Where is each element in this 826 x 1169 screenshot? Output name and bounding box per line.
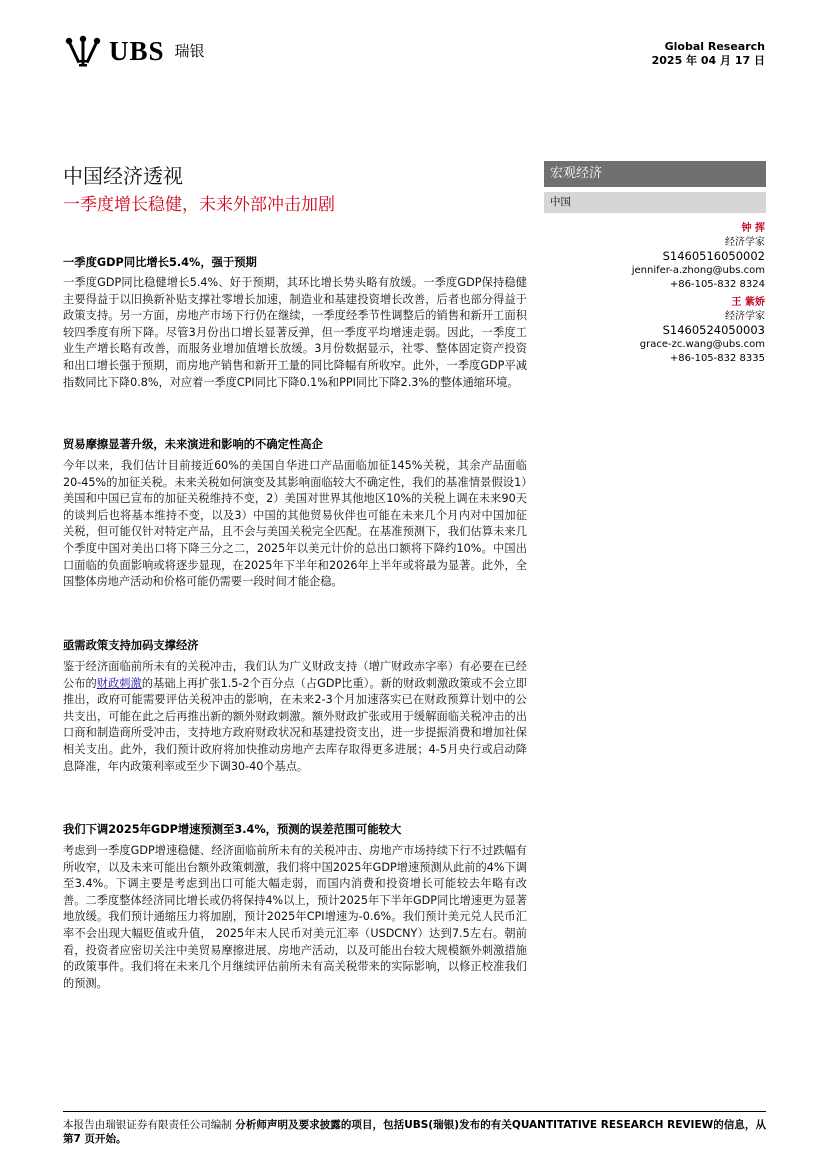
brand-name: UBS <box>109 36 165 66</box>
section-text: 今年以来，我们估计目前接近60%的美国自华进口产品面临加征145%关税，其余产品面临20-45%的加征关税。未来关税如何演变及其影响面临较大不确定性，我们的基准情景假设1）美国和中国已宣布的加征关税维持不变，2）美国对世界其他地区10%的关税上调在未来90天的谈判后也将基本维持不变，以及3）中国的其他贸易伙伴也可能在未来几个月内对中国加征关税，但可能仅针对特定产品，且不会与美国关税完全匹配。在基准预测下，我们估算未来几个季度中国对美出口将下降三分之二，2025年以美元计价的总出口额将下降约10%。中国出口面临的负面影响或将逐步显现，在2025年下半年和2026年上半年或将最为显著。此外，全国整体房地产活动和价格可能仍需要一段时间才能企稳。 <box>63 459 527 589</box>
region-badge: 中国 <box>544 192 766 213</box>
section-text-part: 鉴于经济面临前所未有的关税冲击，我们认为广义财政支持（增广财政赤字率）有必要在已经公布的 <box>63 660 527 690</box>
series-label: Global Research <box>664 40 765 53</box>
report-title: 中国经济透视 <box>63 164 183 188</box>
section-text-part: 的基础上再扩张1.5-2个百分点（占GDP比重）。新的财政刺激政策或不会立即推出，政府可能需要评估关税冲击的影响，在未来2-3个月加速落实已在财政预算计划中的公共支出，可能在此之后再推出新的额外财政刺激。额外财政扩张或用于缓解面临关税冲击的出口商和制造商所受冲击，支持地方政府财政状况和基建投资支出，进一步提振消费和增加社保相关支出。此外，我们预计政府将加快推动房地产去库存取得更多进展；4-5月央行或启动降息降准，年内政策利率或至少下调30-40个基点。 <box>63 676 527 773</box>
report-meta <box>652 40 765 68</box>
analyst-card <box>640 296 765 365</box>
analyst-phone: +86-105-832 8324 <box>669 278 765 290</box>
section-forecast <box>63 822 527 992</box>
section-text: 考虑到一季度GDP增速稳健、经济面临前所未有的关税冲击、房地产市场持续下行不过跌幅有所收窄，以及未来可能出台额外政策刺激，我们将中国2025年GDP增速预测从此前的4%下调至3.4%。下调主要是考虑到出口可能大幅走弱，而国内消费和投资增长可能较去年略有改善。二季度整体经济同比增长或仍将保持4%以上，预计2025年下半年GDP同比增速更为显著地放缓。我们预计通缩压力将加剧，预计2025年CPI增速为-0.6%。我们预计美元兑人民币汇率不会出现大幅贬值或升值， 2025年末人民币对美元汇率（USDCNY）达到7.5左右。朝前看，投资者应密切关注中美贸易摩擦进展、房地产活动，以及可能出台较大规模额外刺激措施的政策事件。我们将在未来几个月继续评估前所未有高关税带来的实际影响，以修正校准我们的预测。 <box>63 844 527 990</box>
report-date: 2025 年 04 月 17 日 <box>651 54 765 67</box>
analyst-card <box>632 222 765 291</box>
brand-name-cn: 瑞银 <box>174 42 205 60</box>
analyst-email[interactable]: jennifer-a.zhong@ubs.com <box>631 265 765 277</box>
section-trade <box>63 437 527 591</box>
ubs-keys-icon <box>63 34 103 68</box>
section-policy <box>63 638 527 775</box>
analyst-phone: +86-105-832 8335 <box>669 352 765 364</box>
section-heading: 亟需政策支持加码支撑经济 <box>63 639 199 652</box>
ubs-logo <box>63 34 205 68</box>
analyst-name: 钟 挥 <box>741 223 765 234</box>
section-text: 一季度GDP同比稳健增长5.4%、好于预期，其环比增长势头略有放缓。一季度GDP保持稳健主要得益于以旧换新补贴支撑社零增长加速，制造业和基建投资增长改善，后者也部分得益于政策支持。另一方面，房地产市场下行仍在继续，一季度经季节性调整后的销售和新开工面积较四季度有所下降。尽管3月份出口增长显著反弹，但一季度平均增速走弱。因此，一季度工业生产增长略有改善，而服务业增加值增长放缓。3月份数据显示，社零、整体固定资产投资和出口增长强于预期，而房地产销售和新开工量的同比降幅有所收窄。此外，一季度GDP平减指数同比下降0.8%，对应着一季度CPI同比下降0.1%和PPI同比下降2.3%的整体通缩环境。 <box>63 276 527 389</box>
section-gdp <box>63 255 527 391</box>
section-text <box>63 659 527 775</box>
analyst-role: 经济学家 <box>725 310 765 322</box>
fiscal-stimulus-link[interactable]: 财政刺激 <box>96 676 142 690</box>
footer-divider <box>63 1111 766 1112</box>
footer-disclosure-note: 分析师声明及要求披露的项目，包括UBS(瑞银)发布的有关QUANTITATIVE RESEARCH REVIEW的信息，从第7 页开始。 <box>63 1119 766 1145</box>
analyst-name: 王 紫娇 <box>731 297 765 308</box>
footer-prepared-by: 本报告由瑞银证券有限责任公司编制 <box>63 1119 236 1131</box>
section-heading: 一季度GDP同比增长5.4%，强于预期 <box>63 256 257 269</box>
analyst-code: S1460524050003 <box>662 323 765 338</box>
footer-disclosure <box>63 1118 766 1146</box>
category-badge: 宏观经济 <box>544 161 766 187</box>
analyst-role: 经济学家 <box>725 236 765 248</box>
analyst-code: S1460516050002 <box>662 249 765 264</box>
section-heading: 贸易摩擦显著升级，未来演进和影响的不确定性高企 <box>63 438 323 451</box>
section-heading: 我们下调2025年GDP增速预测至3.4%，预测的误差范围可能较大 <box>63 823 402 836</box>
analyst-email[interactable]: grace-zc.wang@ubs.com <box>639 339 765 351</box>
report-subtitle: 一季度增长稳健，未来外部冲击加剧 <box>63 195 335 215</box>
